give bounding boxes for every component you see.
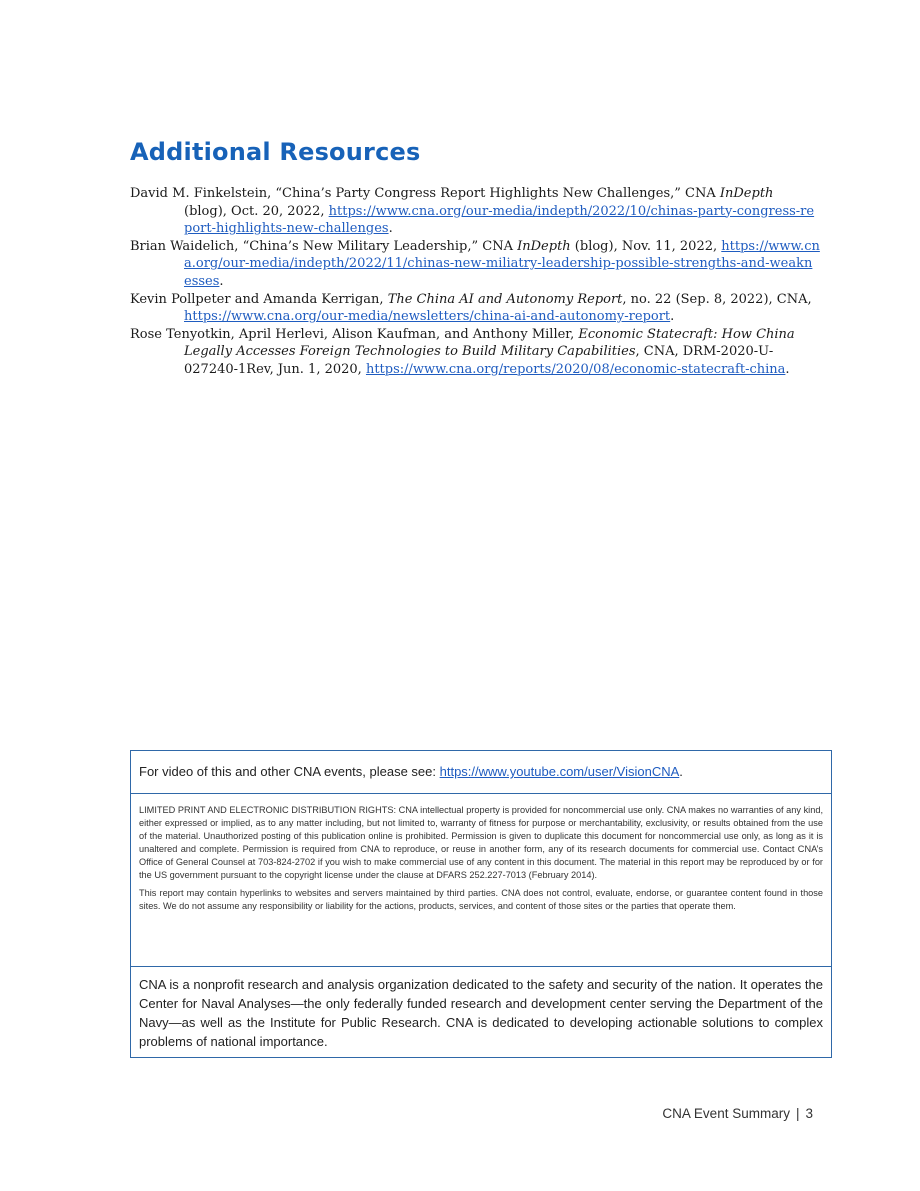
- page-number: 3: [805, 1106, 813, 1121]
- reference-text: (blog), Oct. 20, 2022,: [184, 203, 329, 219]
- reference-text: David M. Finkelstein, “China’s Party Congress Report Highlights New Challenges,” CNA: [130, 186, 720, 201]
- reference-italic: The China AI and Autonomy Report: [387, 291, 623, 307]
- reference-item: [130, 326, 820, 379]
- reference-punct: .: [219, 273, 224, 289]
- distribution-rights: [131, 793, 831, 966]
- video-link[interactable]: https://www.youtube.com/user/VisionCNA: [439, 764, 680, 779]
- reference-text: (blog), Nov. 11, 2022,: [570, 238, 722, 254]
- rights-paragraph: LIMITED PRINT AND ELECTRONIC DISTRIBUTION RIGHTS: CNA intellectual property is provided for noncommercial use only. CNA makes no warranties of any kind, either expressed or implied, as to any matter including, but not limited to, warranty of fitness for purpose or merchantability, exclusivity, or results obtained from the use of the material. Unauthorized posting of this publication online is prohibited. Permission is given to duplicate this document for noncommercial use only, as long as it is unaltered and complete. Permission is required from CNA to reproduce, or reuse in another form, any of its research documents for commercial use. Contact CNA’s Office of General Counsel at 703-824-2702 if you wish to make commercial use of any content in this document. The material in this report may be reproduced by or for the US government pursuant to the copyright license under the clause at DFARS 252.227-7013 (February 2014).: [139, 805, 823, 880]
- reference-text: , no. 22 (Sep. 8, 2022), CNA,: [622, 291, 812, 307]
- hyperlink-disclaimer: This report may contain hyperlinks to websites and servers maintained by third parties. CNA does not control, evaluate, endorse, or guarantee content found in those sites. We do not assume any responsibility or liability for the actions, products, services, and content of those sites or the parties that operate them.: [139, 888, 823, 911]
- reference-link[interactable]: https://www.cna.org/our-media/indepth/2022/11/chinas-new-miliatry-leadership-possible-strengths-and-weaknesses: [184, 238, 820, 289]
- footer-title: CNA Event Summary: [662, 1106, 790, 1121]
- reference-punct: .: [388, 221, 393, 237]
- footer-separator: |: [795, 1106, 800, 1121]
- reference-link[interactable]: https://www.cna.org/reports/2020/08/economic-statecraft-china: [365, 361, 786, 377]
- info-box: [130, 750, 832, 1058]
- reference-link[interactable]: https://www.cna.org/our-media/indepth/2022/10/chinas-party-congress-report-highlights-new-challenges: [184, 203, 815, 237]
- reference-punct: .: [785, 361, 790, 377]
- reference-italic: InDepth: [719, 186, 774, 201]
- reference-punct: .: [670, 309, 675, 325]
- reference-item: [130, 238, 820, 291]
- section-heading: Additional Resources: [130, 138, 421, 166]
- video-punct: .: [679, 764, 683, 779]
- page-footer: [662, 1106, 813, 1121]
- reference-link[interactable]: https://www.cna.org/our-media/newsletters/china-ai-and-autonomy-report: [184, 309, 671, 325]
- reference-text: Brian Waidelich, “China’s New Military Leadership,” CNA: [130, 238, 518, 254]
- reference-text: Rose Tenyotkin, April Herlevi, Alison Kaufman, and Anthony Miller,: [130, 326, 579, 342]
- reference-italic: InDepth: [517, 238, 571, 254]
- reference-item: [130, 291, 820, 326]
- video-text: For video of this and other CNA events, please see:: [139, 764, 440, 779]
- reference-italic: Economic Statecraft: How China Legally Accesses Foreign Technologies to Build Military Capabilities: [184, 326, 795, 360]
- reference-text: , CNA, DRM-2020-U-027240-1Rev, Jun. 1, 2020,: [184, 344, 774, 377]
- reference-item: [130, 185, 820, 238]
- reference-list: [130, 185, 820, 379]
- video-notice: [131, 751, 831, 793]
- reference-text: Kevin Pollpeter and Amanda Kerrigan,: [130, 291, 388, 307]
- about-cna: CNA is a nonprofit research and analysis organization dedicated to the safety and security of the nation. It operates the Center for Naval Analyses—the only federally funded research and development center serving the Department of the Navy—as well as the Institute for Public Research. CNA is dedicated to developing actionable solutions to complex problems of national importance.: [131, 966, 831, 1057]
